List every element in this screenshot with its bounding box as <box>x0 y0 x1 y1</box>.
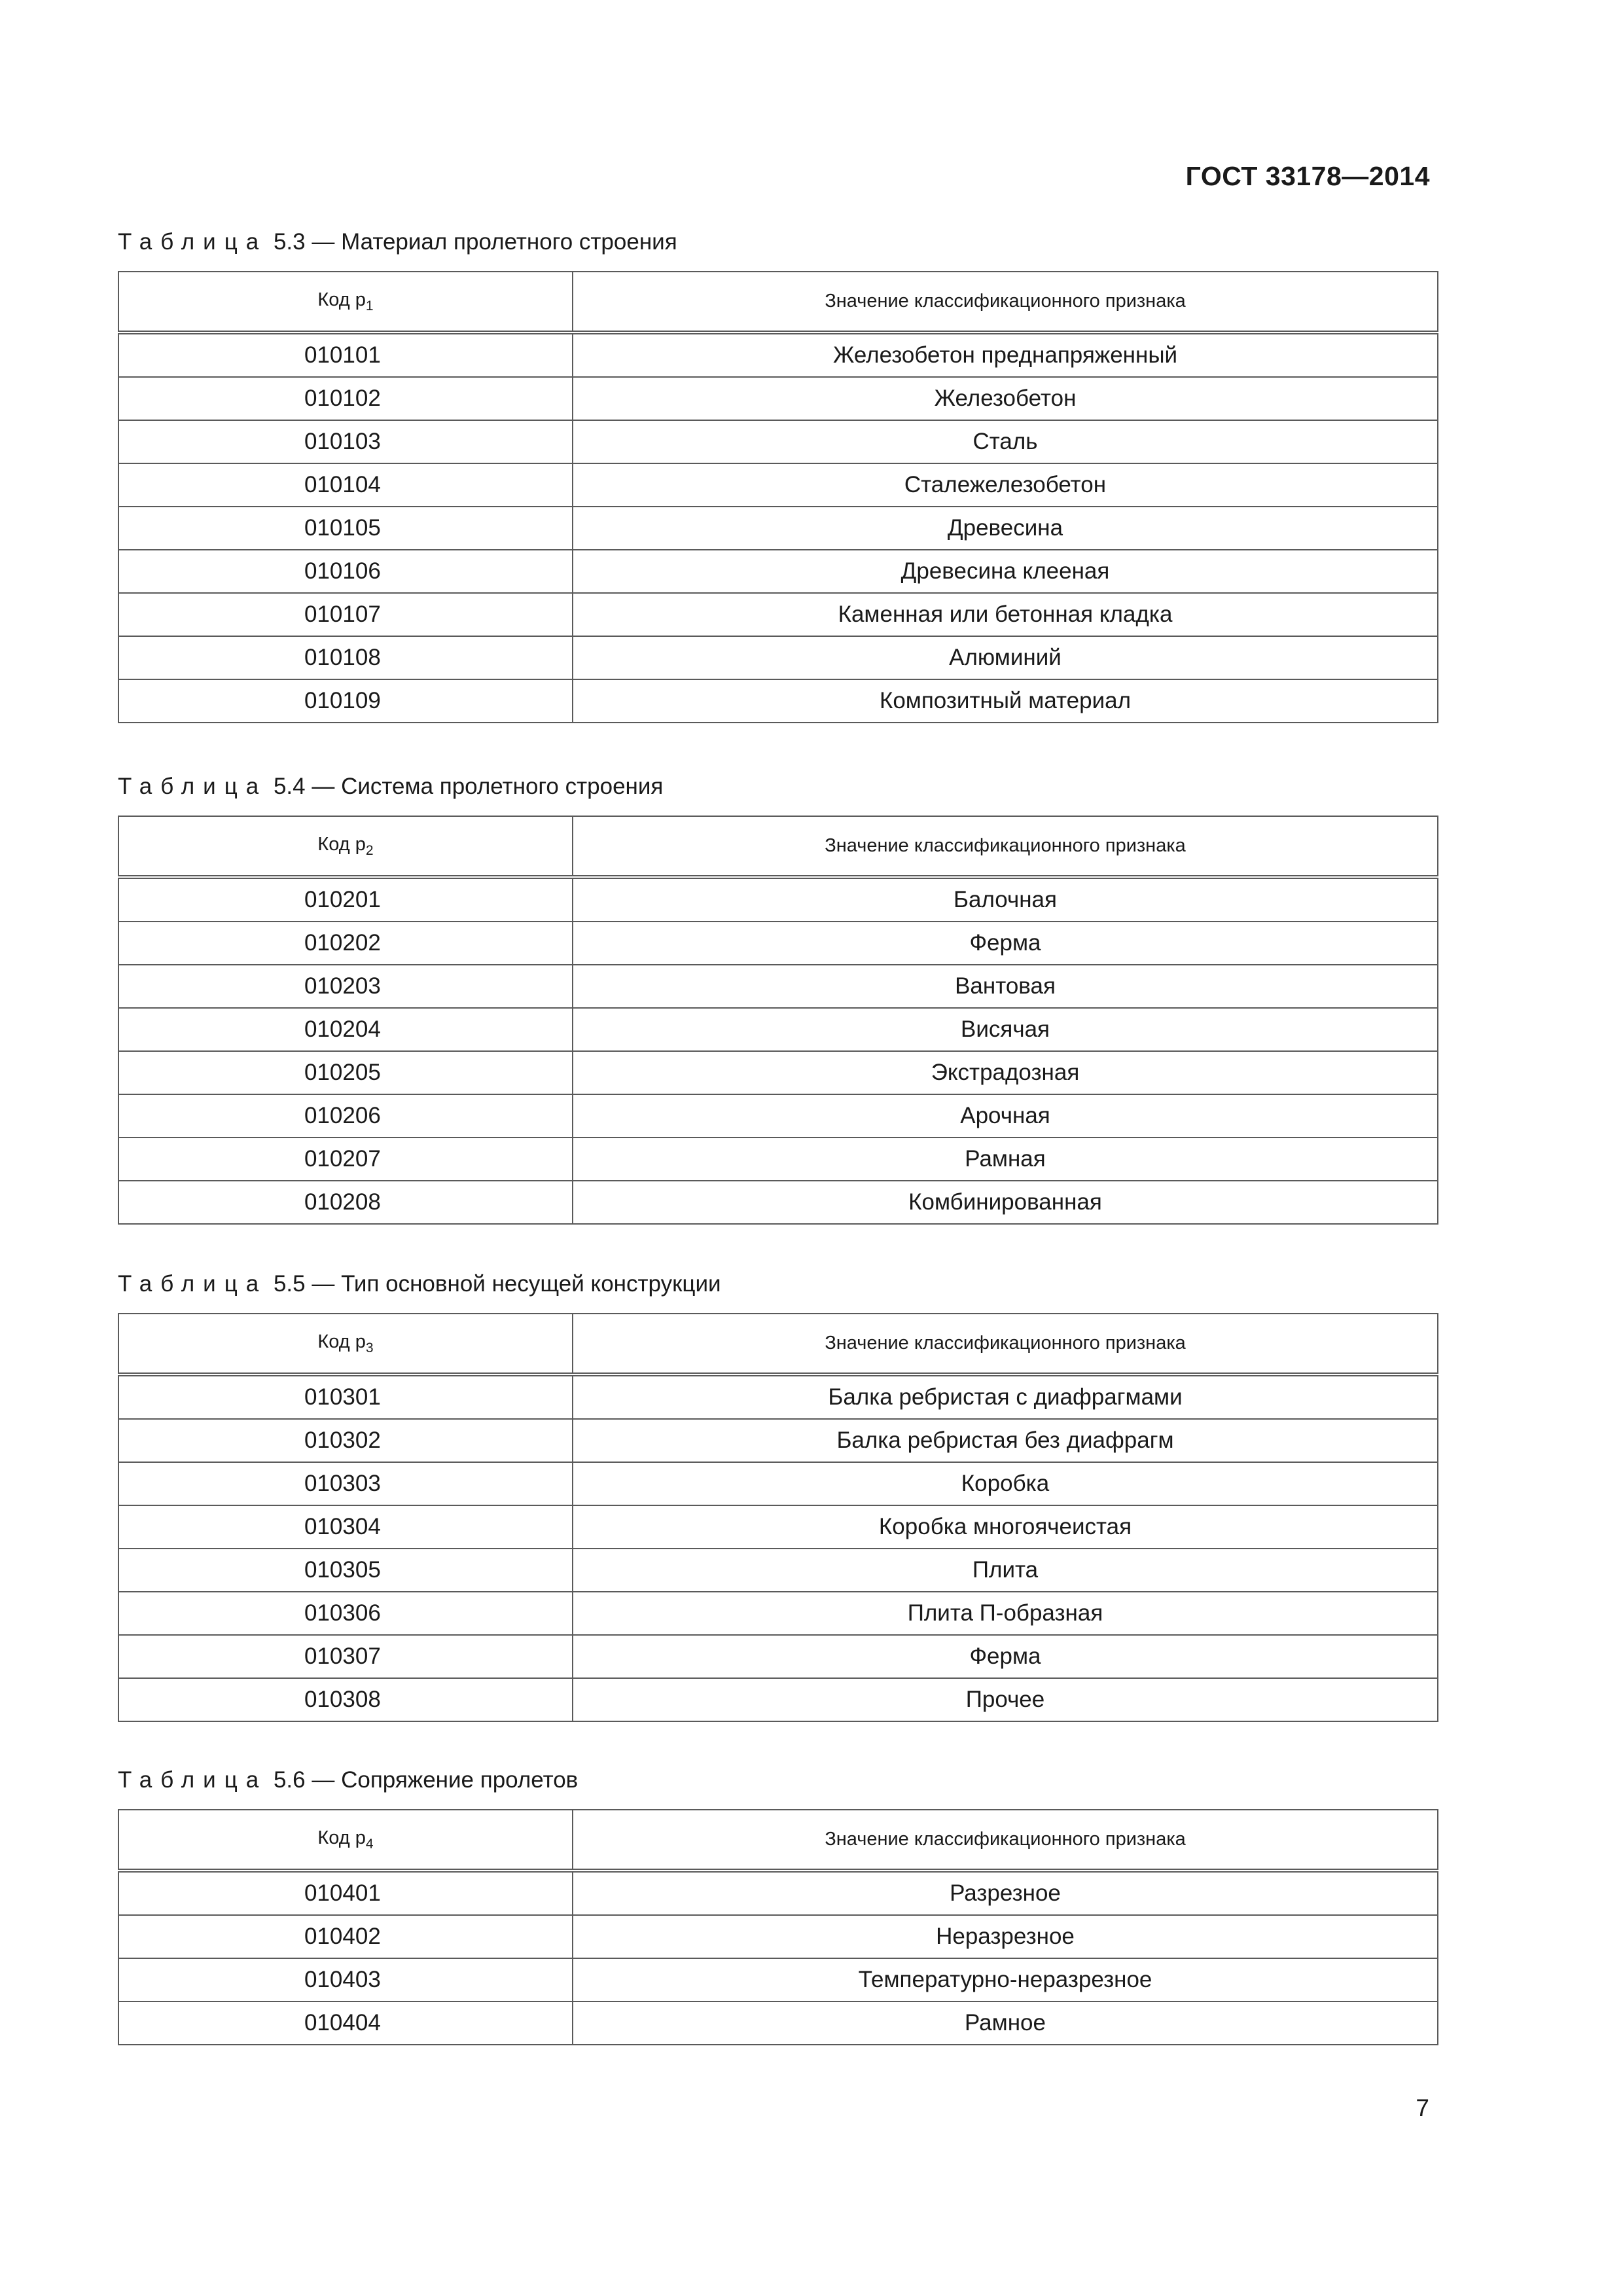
table-row <box>118 965 1438 1008</box>
code-cell: 010307 <box>118 1635 573 1678</box>
value-cell: Комбинированная <box>573 1181 1438 1224</box>
code-cell: 010104 <box>118 463 573 507</box>
table-row <box>118 1592 1438 1635</box>
table-row <box>118 1051 1438 1094</box>
value-cell: Коробка многоячеистая <box>573 1505 1438 1549</box>
value-cell: Древесина <box>573 507 1438 550</box>
code-cell: 010305 <box>118 1549 573 1592</box>
code-cell: 010308 <box>118 1678 573 1721</box>
code-cell: 010207 <box>118 1138 573 1181</box>
code-cell: 010202 <box>118 922 573 965</box>
table-caption-word: Таблица <box>118 1271 268 1297</box>
table-row <box>118 1635 1438 1678</box>
value-cell: Неразрезное <box>573 1915 1438 1958</box>
column-header-value: Значение классификационного признака <box>573 272 1438 332</box>
code-cell: 010201 <box>118 877 573 922</box>
value-cell: Плита <box>573 1549 1438 1592</box>
value-cell: Висячая <box>573 1008 1438 1051</box>
table-header-row <box>118 1810 1438 1871</box>
table-row <box>118 1374 1438 1419</box>
value-cell: Арочная <box>573 1094 1438 1138</box>
code-cell: 010301 <box>118 1374 573 1419</box>
column-header-code-subscript: 4 <box>365 1836 374 1852</box>
table-row <box>118 593 1438 636</box>
table-caption-title: 5.4 — Система пролетного строения <box>273 774 664 799</box>
value-cell: Коробка <box>573 1462 1438 1505</box>
table-caption-title: 5.3 — Материал пролетного строения <box>273 229 677 255</box>
code-cell: 010103 <box>118 420 573 463</box>
classification-table <box>118 816 1438 1225</box>
table-caption-title: 5.6 — Сопряжение пролетов <box>273 1767 579 1793</box>
value-cell: Прочее <box>573 1678 1438 1721</box>
table-row <box>118 332 1438 377</box>
value-cell: Ферма <box>573 922 1438 965</box>
code-cell: 010403 <box>118 1958 573 2001</box>
value-cell: Алюминий <box>573 636 1438 679</box>
code-cell: 010404 <box>118 2001 573 2045</box>
table-row <box>118 1008 1438 1051</box>
value-cell: Плита П-образная <box>573 1592 1438 1635</box>
table-row <box>118 1419 1438 1462</box>
value-cell: Сталь <box>573 420 1438 463</box>
table-row <box>118 1138 1438 1181</box>
value-cell: Разрезное <box>573 1871 1438 1915</box>
table-block <box>118 1271 1437 1722</box>
column-header-code <box>118 1314 573 1374</box>
table-row <box>118 2001 1438 2045</box>
value-cell: Железобетон преднапряженный <box>573 332 1438 377</box>
value-cell: Сталежелезобетон <box>573 463 1438 507</box>
code-cell: 010105 <box>118 507 573 550</box>
table-row <box>118 507 1438 550</box>
value-cell: Железобетон <box>573 377 1438 420</box>
value-cell: Балочная <box>573 877 1438 922</box>
code-cell: 010107 <box>118 593 573 636</box>
code-cell: 010402 <box>118 1915 573 1958</box>
value-cell: Рамное <box>573 2001 1438 2045</box>
table-row <box>118 1678 1438 1721</box>
code-cell: 010109 <box>118 679 573 723</box>
column-header-code <box>118 1810 573 1871</box>
column-header-code <box>118 816 573 877</box>
column-header-value: Значение классификационного признака <box>573 816 1438 877</box>
value-cell: Балка ребристая с диафрагмами <box>573 1374 1438 1419</box>
code-cell: 010303 <box>118 1462 573 1505</box>
table-row <box>118 1462 1438 1505</box>
code-cell: 010401 <box>118 1871 573 1915</box>
table-row <box>118 377 1438 420</box>
code-cell: 010302 <box>118 1419 573 1462</box>
table-row <box>118 463 1438 507</box>
table-row <box>118 922 1438 965</box>
classification-table <box>118 1809 1438 2045</box>
value-cell: Температурно-неразрезное <box>573 1958 1438 2001</box>
column-header-code-label: Код p <box>317 1331 366 1352</box>
page-number: 7 <box>1416 2094 1429 2121</box>
table-block <box>118 774 1437 1225</box>
table-row <box>118 1915 1438 1958</box>
table-caption <box>118 1271 1437 1313</box>
column-header-code-label: Код p <box>317 289 366 310</box>
table-header-row <box>118 816 1438 877</box>
classification-table <box>118 271 1438 723</box>
table-caption <box>118 1767 1437 1809</box>
table-row <box>118 1181 1438 1224</box>
table-row <box>118 1505 1438 1549</box>
code-cell: 010203 <box>118 965 573 1008</box>
table-header-row <box>118 1314 1438 1374</box>
value-cell: Ферма <box>573 1635 1438 1678</box>
table-caption-title: 5.5 — Тип основной несущей конструкции <box>273 1271 721 1297</box>
table-row <box>118 420 1438 463</box>
column-header-value: Значение классификационного признака <box>573 1314 1438 1374</box>
value-cell: Каменная или бетонная кладка <box>573 593 1438 636</box>
table-row <box>118 1094 1438 1138</box>
classification-table <box>118 1313 1438 1722</box>
table-row <box>118 1549 1438 1592</box>
code-cell: 010306 <box>118 1592 573 1635</box>
code-cell: 010204 <box>118 1008 573 1051</box>
column-header-code <box>118 272 573 332</box>
value-cell: Композитный материал <box>573 679 1438 723</box>
code-cell: 010108 <box>118 636 573 679</box>
column-header-code-label: Код p <box>317 1827 366 1848</box>
table-row <box>118 1871 1438 1915</box>
table-row <box>118 679 1438 723</box>
table-caption <box>118 774 1437 816</box>
value-cell: Древесина клееная <box>573 550 1438 593</box>
column-header-code-label: Код p <box>317 833 366 855</box>
code-cell: 010205 <box>118 1051 573 1094</box>
column-header-code-subscript: 3 <box>365 1340 374 1355</box>
table-caption-word: Таблица <box>118 1767 268 1793</box>
value-cell: Экстрадозная <box>573 1051 1438 1094</box>
value-cell: Вантовая <box>573 965 1438 1008</box>
column-header-code-subscript: 2 <box>365 842 374 858</box>
table-caption-word: Таблица <box>118 229 268 255</box>
table-block <box>118 1767 1437 2045</box>
table-caption <box>118 229 1437 271</box>
value-cell: Балка ребристая без диафрагм <box>573 1419 1438 1462</box>
code-cell: 010208 <box>118 1181 573 1224</box>
table-header-row <box>118 272 1438 332</box>
code-cell: 010101 <box>118 332 573 377</box>
table-row <box>118 550 1438 593</box>
value-cell: Рамная <box>573 1138 1438 1181</box>
table-block <box>118 229 1437 723</box>
code-cell: 010106 <box>118 550 573 593</box>
table-row <box>118 636 1438 679</box>
column-header-code-subscript: 1 <box>365 298 374 314</box>
table-row <box>118 1958 1438 2001</box>
column-header-value: Значение классификационного признака <box>573 1810 1438 1871</box>
document-standard-number: ГОСТ 33178—2014 <box>1185 161 1430 191</box>
code-cell: 010102 <box>118 377 573 420</box>
code-cell: 010206 <box>118 1094 573 1138</box>
code-cell: 010304 <box>118 1505 573 1549</box>
table-caption-word: Таблица <box>118 774 268 799</box>
table-row <box>118 877 1438 922</box>
